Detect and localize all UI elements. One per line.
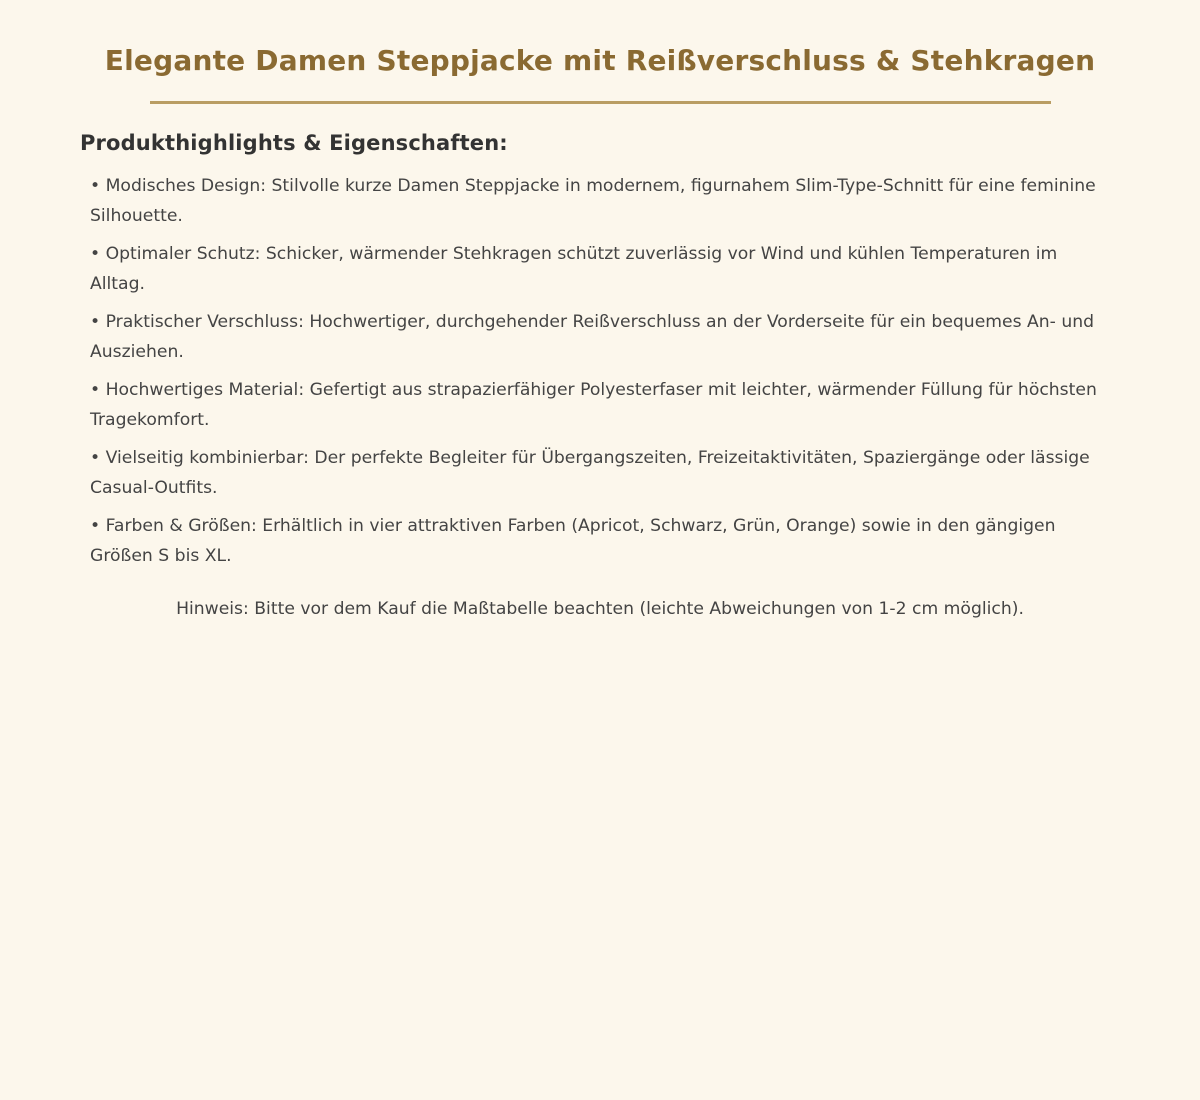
- feature-colors-sizes: • Farben & Größen: Erhältlich in vier attraktiven Farben (Apricot, Schwarz, Grün, Orange) sowie in den gängigen Größen S bis XL.: [90, 516, 1056, 566]
- feature-versatility: • Vielseitig kombinierbar: Der perfekte Begleiter für Übergangszeiten, Freizeitaktivitäten, Spaziergänge oder lässige Casual-Outfits.: [90, 448, 1090, 498]
- title-divider: [150, 101, 1051, 104]
- feature-design: • Modisches Design: Stilvolle kurze Damen Steppjacke in modernem, figurnahem Slim-Type-Schnitt für eine feminine Silhouette.: [90, 176, 1096, 226]
- feature-material: • Hochwertiges Material: Gefertigt aus strapazierfähiger Polyesterfaser mit leichter, wärmender Füllung für höchsten Tragekomfort.: [90, 380, 1097, 430]
- size-chart-note: Hinweis: Bitte vor dem Kauf die Maßtabelle beachten (leichte Abweichungen von 1-2 cm möglich).: [176, 599, 1024, 619]
- feature-protection: • Optimaler Schutz: Schicker, wärmender Stehkragen schützt zuverlässig vor Wind und kühlen Temperaturen im Alltag.: [90, 244, 1058, 294]
- feature-closure: • Praktischer Verschluss: Hochwertiger, durchgehender Reißverschluss an der Vorderseite für ein bequemes An- und Ausziehen.: [90, 312, 1095, 362]
- feature-list: [90, 171, 1112, 579]
- product-title: Elegante Damen Steppjacke mit Reißverschluss & Stehkragen: [104, 44, 1096, 77]
- highlights-heading: Produkthighlights & Eigenschaften:: [80, 131, 508, 155]
